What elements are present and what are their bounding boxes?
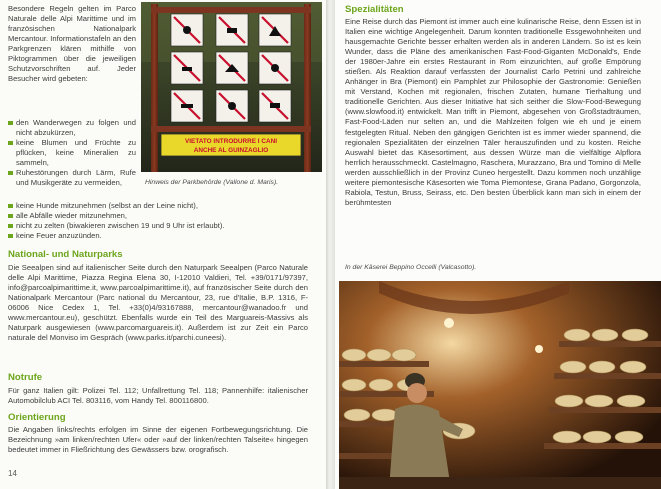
- park-sign-photo: [141, 2, 322, 172]
- national-parks-text: Die Seealpen sind auf italienischer Seite durch den Naturpark Seealpen (Parco Naturale delle Alpi Marittime, Piazza Regina Elena 30, I-12010 Valdieri, Tel. +39/0171/97397, info@parcoalpimarittime.it, www.parcoalpimarittime.it), auf französischer Seite durch den Nationalpark Mercantour (Parc national du Mercantour, 23, rue d'Italie, B.P. 1316, F-06006 Nice Cedex 1, Tel. +33(0)4/93167888, mercantour@wanadoo.fr und www.mercantour.eu), geschützt. Ebenfalls wurde ein Teil des Marguareis-Massivs als Naturpark ausgewiesen (www.parcomarguareis.it). Außerdem ist zur Zeit ein Parco naturale del Monviso im Gespräch (www.parks.it/parchi.cuneesi).: [8, 263, 308, 343]
- sign-banner-line2: ANCHE AL GUINZAGLIO: [193, 147, 269, 154]
- list-item: [8, 138, 136, 168]
- list-item: [8, 168, 136, 188]
- rules-list-long: [8, 201, 308, 241]
- orientation-text: Die Angaben links/rechts erfolgen im Sinne der eigenen Fortbewegungsrichtung. Die Bezeichnung »am linken/rechten Ufer« oder »auf der linken/rechten Talseite« hingegen bedeutet immer in Fließrichtung des Gewässers bzw. orografisch.: [8, 425, 308, 455]
- bullet-icon: [8, 141, 13, 146]
- book-gutter: [326, 0, 335, 489]
- list-item-text: keine Feuer anzuzünden.: [16, 231, 102, 241]
- list-item: [8, 221, 308, 231]
- bullet-icon: [8, 204, 13, 209]
- bullet-icon: [8, 234, 13, 239]
- specialties-heading: Spezialitäten: [345, 4, 404, 15]
- list-item-text: keine Blumen und Früchte zu pflücken, keine Mineralien zu sammeln,: [16, 138, 136, 168]
- list-item: [8, 201, 308, 211]
- bullet-icon: [8, 121, 13, 126]
- list-item-text: nicht zu zelten (biwakieren zwischen 19 und 9 Uhr ist erlaubt).: [16, 221, 225, 231]
- emergency-heading: Notrufe: [8, 372, 43, 383]
- park-sign-illustration: [141, 2, 322, 172]
- list-item-text: keine Hunde mitzunehmen (selbst an der Leine nicht),: [16, 201, 198, 210]
- orientation-heading: Orientierung: [8, 412, 66, 423]
- sign-banner-line1: VIETATO INTRODURRE I CANI: [185, 138, 277, 145]
- list-item-text: Ruhestörungen durch Lärm, Rufe und Musikgeräte zu vermeiden,: [16, 168, 136, 188]
- intro-paragraph: Besondere Regeln gelten im Parco Naturale delle Alpi Marittime und im französischen Nationalpark Mercantour. Informationstafeln an den Parkgrenzen klären mithilfe von Piktogrammen über die jeweiligen Schutzvorschriften auf. Jeder Besucher wird gebeten:: [8, 4, 136, 84]
- cheese-cellar-illustration: [339, 281, 661, 489]
- specialties-text: Eine Reise durch das Piemont ist immer auch eine kulinarische Reise, denn Essen ist in Italien eine wichtige Angelegenheit. Darum konnten traditionelle Essgewohnheiten und hausgemachte Gerichte besser erhalten werden als in anderen Ländern. So ist es kein Wunder, dass die Pläne des amerikanischen Fast-Food-Giganten McDonald's, Ende der 1980er-Jahre ein erstes Restaurant in Rom einzurichten, auf große Empörung stießen. Als Reaktion darauf verfassten der Journalist Carlo Petrini und zahlreiche Anhänger in Bra (Piemont) ein Pamphlet zur Philosophie der Gastronomie: Genießen mit Verstand, Kochen mit regionalen, frischen Zutaten, humane Tierhaltung und traditionelle Gerichten. Aus dieser Initiative hat sich seither die Slow-Food-Bewegung (www.slowfood.it) entwickelt. Man trifft in Piemont, abgesehen von Großstadträumen, Fast-Food-Läden nur selten an, und die Mahlzeiten folgen wie eh und je einem festgelegten Ritual. Neben den gängigen Gerichten ist es immer wieder spannend, die regionalen Spezialitäten der einzelnen Täler herauszufinden und zu kosten. Reiche Auswahl bietet das Käsesortiment, aus dessen Würze man die vielfältige Alpflora herrlich herausschmeckt. Castelmagno, Raschera, Murazzano, Bra und Tomino di Melle werden ausschließlich in der Provinz Cuneo hergestellt. Dazu kommen noch unzählige weitere piemontesische Käsesorten wie Toma Piemontese, Grana Padano, Gorgonzola, Rabiola, Testun, Bruss, Seirass, etc. Den besten Überblick kann man sich in einem der berühmtesten: [345, 17, 641, 207]
- bullet-icon: [8, 214, 13, 219]
- rules-list-short: [8, 118, 136, 188]
- cheese-cellar-photo: [339, 281, 661, 489]
- list-item: [8, 118, 136, 138]
- cellar-photo-caption: In der Käserei Beppino Occelli (Valcasotto).: [345, 264, 477, 271]
- sign-photo-caption: Hinweis der Parkbehörde (Vallone d. Maris).: [145, 179, 279, 186]
- bullet-icon: [8, 171, 13, 176]
- pictogram-grid: [171, 14, 291, 122]
- list-item-text: den Wanderwegen zu folgen und nicht abzukürzen,: [16, 118, 136, 138]
- page-number: 14: [8, 469, 17, 478]
- list-item: [8, 231, 308, 241]
- emergency-text: Für ganz Italien gilt: Polizei Tel. 112; Unfallrettung Tel. 118; Pannenhilfe: italienischer Automobilclub ACI Tel. 803116, vom Handy Tel. 800116800.: [8, 386, 308, 406]
- bullet-icon: [8, 224, 13, 229]
- list-item-text: alle Abfälle wieder mitzunehmen,: [16, 211, 128, 221]
- national-parks-heading: National- und Naturparks: [8, 249, 123, 260]
- list-item: [8, 211, 308, 221]
